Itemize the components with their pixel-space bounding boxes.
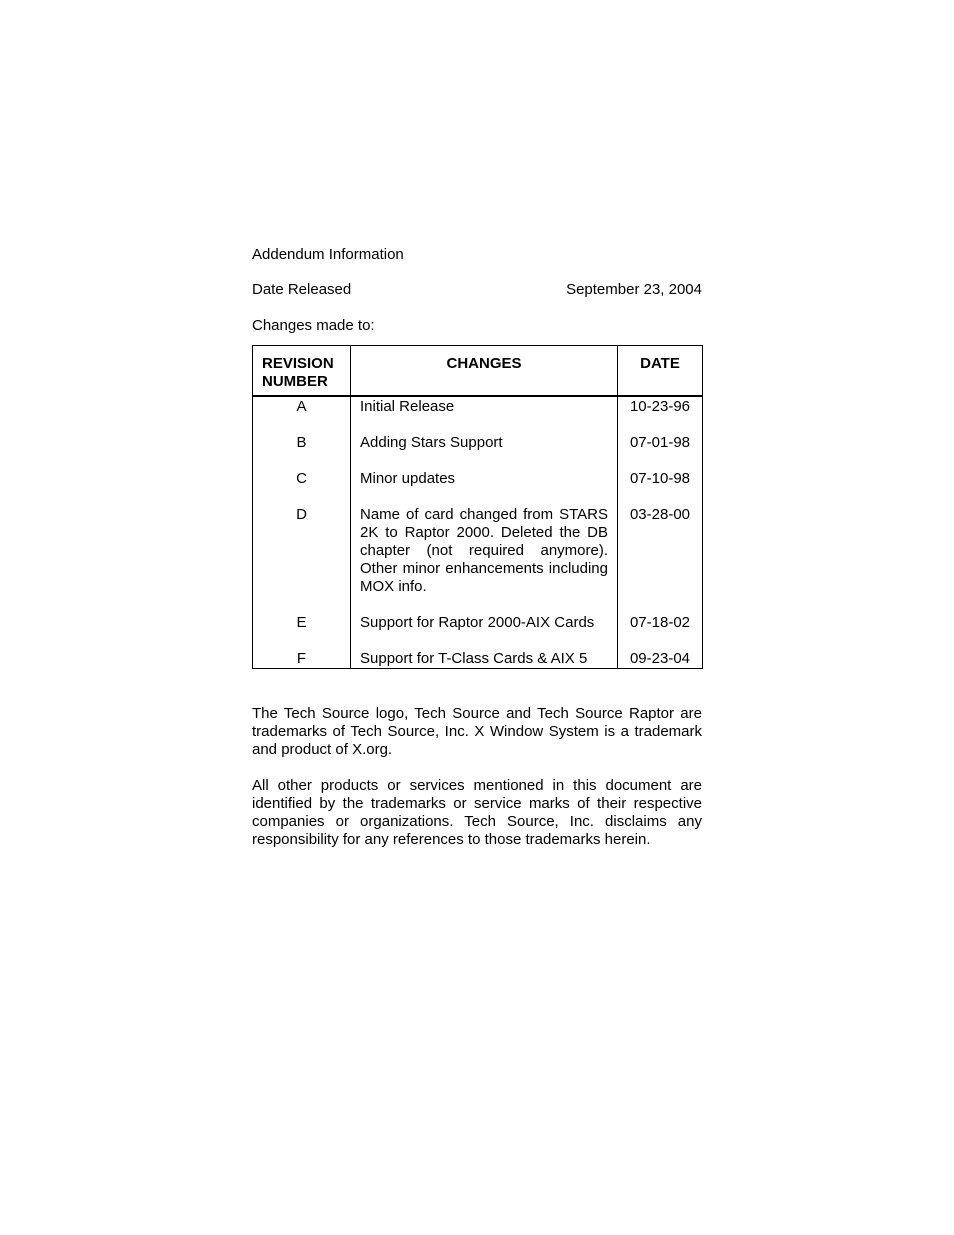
addendum-heading: Addendum Information: [252, 246, 404, 263]
revision-number-header: REVISION NUMBER: [253, 346, 351, 397]
date-cell: 07-10-98: [618, 470, 703, 506]
change-cell: Minor updates: [351, 470, 618, 506]
revision-cell: E: [253, 614, 351, 650]
date-released-value: September 23, 2004: [566, 281, 702, 298]
table-header-row: [253, 346, 703, 397]
table-row: [253, 396, 703, 434]
table-row: [253, 650, 703, 669]
table-row: [253, 614, 703, 650]
addendum-page: [252, 246, 702, 849]
change-cell: Name of card changed from STARS 2K to Raptor 2000. Deleted the DB chapter (not required anymore). Other minor enhancements including MOX info.: [351, 506, 618, 614]
date-cell: 10-23-96: [618, 396, 703, 434]
change-cell: Support for T-Class Cards & AIX 5: [351, 650, 618, 669]
date-cell: 07-18-02: [618, 614, 703, 650]
trademark-paragraph: The Tech Source logo, Tech Source and Tech Source Raptor are trademarks of Tech Source, Inc. X Window System is a trademark and product of X.org.: [252, 705, 702, 758]
revision-cell: A: [253, 396, 351, 434]
revision-cell: C: [253, 470, 351, 506]
change-cell: Initial Release: [351, 396, 618, 434]
changes-made-label: Changes made to:: [252, 317, 375, 334]
table-row: [253, 434, 703, 470]
disclaimer-paragraph: All other products or services mentioned in this document are identified by the trademarks or service marks of their respective companies or organizations. Tech Source, Inc. disclaims any responsibility for any references to those trademarks herein.: [252, 777, 702, 848]
change-cell: Support for Raptor 2000-AIX Cards: [351, 614, 618, 650]
date-cell: 07-01-98: [618, 434, 703, 470]
revision-cell: B: [253, 434, 351, 470]
date-cell: 03-28-00: [618, 506, 703, 614]
revision-cell: F: [253, 650, 351, 669]
change-cell: Adding Stars Support: [351, 434, 618, 470]
date-header: DATE: [618, 346, 703, 397]
changes-header: CHANGES: [351, 346, 618, 397]
date-cell: 09-23-04: [618, 650, 703, 669]
revision-cell: D: [253, 506, 351, 614]
table-row: [253, 506, 703, 614]
revision-table: [252, 345, 703, 669]
date-released-row: [252, 281, 702, 299]
table-row: [253, 470, 703, 506]
date-released-label: Date Released: [252, 281, 352, 298]
